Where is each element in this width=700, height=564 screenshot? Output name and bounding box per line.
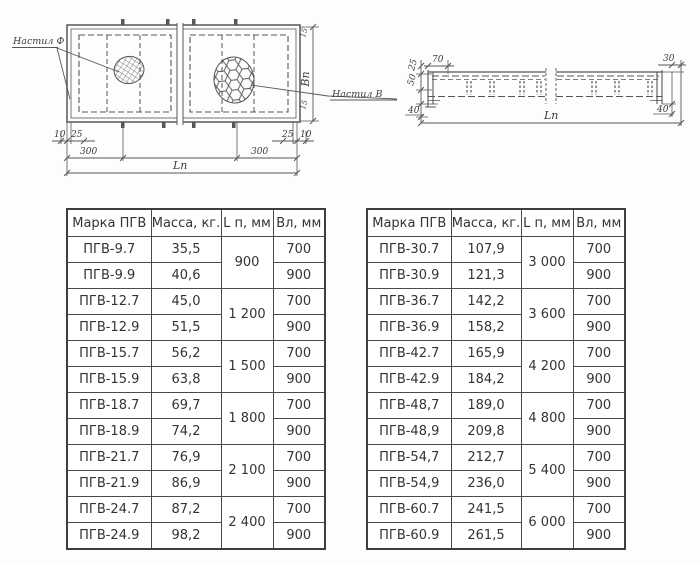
- dim-25-section: 25: [407, 58, 420, 72]
- cell-mass: 98,2: [151, 523, 221, 550]
- cell-vl: 900: [573, 523, 625, 550]
- cell-mark: ПГВ-48,7: [367, 393, 451, 419]
- cell-mass: 165,9: [451, 341, 521, 367]
- cell-vl: 900: [573, 263, 625, 289]
- crosshatch-blob: [112, 54, 147, 87]
- cell-vl: 700: [273, 445, 325, 471]
- dim-300-left: 300: [80, 147, 98, 157]
- cell-mass: 142,2: [451, 289, 521, 315]
- dim-30: 30: [663, 54, 675, 64]
- table-row: [367, 341, 625, 367]
- cell-vl: 700: [273, 341, 325, 367]
- cell-mark: ПГВ-12.7: [67, 289, 151, 315]
- col-header-3: Вл, мм: [573, 209, 625, 237]
- cell-mark: ПГВ-18.7: [67, 393, 151, 419]
- dim-15-top: 15: [298, 26, 310, 39]
- cell-mass: 107,9: [451, 237, 521, 263]
- dim-50-section: 50: [406, 73, 419, 87]
- cell-mass: 261,5: [451, 523, 521, 550]
- cell-mark: ПГВ-15.9: [67, 367, 151, 393]
- cell-mass: 35,5: [151, 237, 221, 263]
- cell-vl: 700: [573, 237, 625, 263]
- cell-vl: 900: [573, 419, 625, 445]
- technical-drawing: [0, 0, 700, 205]
- dim-vp-plan: Вп: [299, 71, 312, 87]
- cell-vl: 700: [273, 289, 325, 315]
- honeycomb-blob: [212, 55, 257, 105]
- table-row: [367, 471, 625, 497]
- table-row: [367, 419, 625, 445]
- cell-mark: ПГВ-9.7: [67, 237, 151, 263]
- table-row: [67, 315, 325, 341]
- cell-vl: 900: [573, 471, 625, 497]
- cell-mass: 212,7: [451, 445, 521, 471]
- dim-15-bottom: 15: [298, 98, 310, 111]
- cell-mass: 56,2: [151, 341, 221, 367]
- cell-mark: ПГВ-21.7: [67, 445, 151, 471]
- table-row: [67, 367, 325, 393]
- cell-mark: ПГВ-30.7: [367, 237, 451, 263]
- table-row: [67, 445, 325, 471]
- cell-vl: 900: [273, 315, 325, 341]
- cell-mark: ПГВ-21.9: [67, 471, 151, 497]
- table-row: [367, 523, 625, 550]
- cell-mark: ПГВ-12.9: [67, 315, 151, 341]
- deck-f-label: Настил Ф: [13, 36, 65, 47]
- table-row: [367, 237, 625, 263]
- cell-vl: 900: [273, 523, 325, 550]
- cell-vl: 700: [273, 497, 325, 523]
- cell-mark: ПГВ-42.7: [367, 341, 451, 367]
- cell-mark: ПГВ-24.9: [67, 523, 151, 550]
- header-row: [67, 209, 325, 237]
- dim-300-right: 300: [251, 147, 269, 157]
- dim-lp-plan: Lп: [173, 159, 188, 172]
- cell-lp: 2 400: [221, 497, 273, 550]
- cell-vl: 700: [573, 393, 625, 419]
- cell-vl: 900: [273, 419, 325, 445]
- cell-lp: 2 100: [221, 445, 273, 497]
- cell-mark: ПГВ-36.7: [367, 289, 451, 315]
- cell-mark: ПГВ-48,9: [367, 419, 451, 445]
- cell-lp: 4 200: [521, 341, 573, 393]
- table-row: [67, 289, 325, 315]
- cell-mass: 236,0: [451, 471, 521, 497]
- col-header-1: Масса, кг.: [451, 209, 521, 237]
- table-row: [67, 523, 325, 550]
- dim-lp-section: Lп: [544, 109, 559, 122]
- cell-mass: 69,7: [151, 393, 221, 419]
- cell-mark: ПГВ-60.7: [367, 497, 451, 523]
- col-header-2: L п, мм: [221, 209, 273, 237]
- cell-mark: ПГВ-36.9: [367, 315, 451, 341]
- table-row: [367, 497, 625, 523]
- col-header-0: Марка ПГВ: [367, 209, 451, 237]
- header-row: [367, 209, 625, 237]
- table-row: [67, 263, 325, 289]
- table-row: [67, 237, 325, 263]
- cell-lp: 6 000: [521, 497, 573, 550]
- table-row: [367, 393, 625, 419]
- table-row: [67, 497, 325, 523]
- table-row: [67, 419, 325, 445]
- cell-mass: 87,2: [151, 497, 221, 523]
- cell-mass: 63,8: [151, 367, 221, 393]
- cell-mark: ПГВ-54,9: [367, 471, 451, 497]
- dim-10-right: 10: [300, 130, 312, 140]
- cell-lp: 4 800: [521, 393, 573, 445]
- table-row: [367, 315, 625, 341]
- cell-lp: 900: [221, 237, 273, 289]
- deck-v-label: Настил В: [332, 89, 383, 100]
- cell-vl: 700: [573, 497, 625, 523]
- cell-mass: 86,9: [151, 471, 221, 497]
- cell-mass: 76,9: [151, 445, 221, 471]
- cell-mark: ПГВ-9.9: [67, 263, 151, 289]
- cell-mass: 158,2: [451, 315, 521, 341]
- cell-lp: 1 200: [221, 289, 273, 341]
- cell-vl: 900: [273, 367, 325, 393]
- dim-10-left: 10: [54, 130, 66, 140]
- table-row: [367, 289, 625, 315]
- col-header-3: Вл, мм: [273, 209, 325, 237]
- cell-vl: 700: [573, 289, 625, 315]
- table-row: [367, 367, 625, 393]
- table-row: [67, 471, 325, 497]
- table-row: [67, 341, 325, 367]
- table-row: [67, 393, 325, 419]
- cell-mark: ПГВ-54,7: [367, 445, 451, 471]
- cell-vl: 700: [273, 237, 325, 263]
- col-header-0: Марка ПГВ: [67, 209, 151, 237]
- dim-40-left: 40: [408, 106, 420, 116]
- cell-mass: 184,2: [451, 367, 521, 393]
- cell-mass: 189,0: [451, 393, 521, 419]
- table-row: [367, 263, 625, 289]
- cell-lp: 1 500: [221, 341, 273, 393]
- cell-mass: 209,8: [451, 419, 521, 445]
- cell-mark: ПГВ-42.9: [367, 367, 451, 393]
- cell-mass: 74,2: [151, 419, 221, 445]
- cell-vl: 900: [273, 263, 325, 289]
- cell-mass: 121,3: [451, 263, 521, 289]
- cell-lp: 3 000: [521, 237, 573, 289]
- cell-mark: ПГВ-15.7: [67, 341, 151, 367]
- cell-mark: ПГВ-18.9: [67, 419, 151, 445]
- cell-lp: 5 400: [521, 445, 573, 497]
- col-header-2: L п, мм: [521, 209, 573, 237]
- col-header-1: Масса, кг.: [151, 209, 221, 237]
- cell-mark: ПГВ-30.9: [367, 263, 451, 289]
- dim-25-right: 25: [282, 130, 294, 140]
- cell-mass: 51,5: [151, 315, 221, 341]
- spec-table-right: [366, 208, 626, 550]
- dim-25-left: 25: [71, 130, 83, 140]
- table-row: [367, 445, 625, 471]
- cell-mark: ПГВ-60.9: [367, 523, 451, 550]
- cell-lp: 1 800: [221, 393, 273, 445]
- spec-table-left: [66, 208, 326, 550]
- cell-vl: 900: [573, 367, 625, 393]
- cell-mass: 45,0: [151, 289, 221, 315]
- cell-vl: 700: [573, 445, 625, 471]
- cell-mass: 241,5: [451, 497, 521, 523]
- cell-vl: 900: [273, 471, 325, 497]
- dim-40-right: 40: [657, 105, 669, 115]
- cell-vl: 900: [573, 315, 625, 341]
- cell-mark: ПГВ-24.7: [67, 497, 151, 523]
- cell-vl: 700: [273, 393, 325, 419]
- dim-70: 70: [432, 55, 444, 65]
- cell-mass: 40,6: [151, 263, 221, 289]
- cell-vl: 700: [573, 341, 625, 367]
- cell-lp: 3 600: [521, 289, 573, 341]
